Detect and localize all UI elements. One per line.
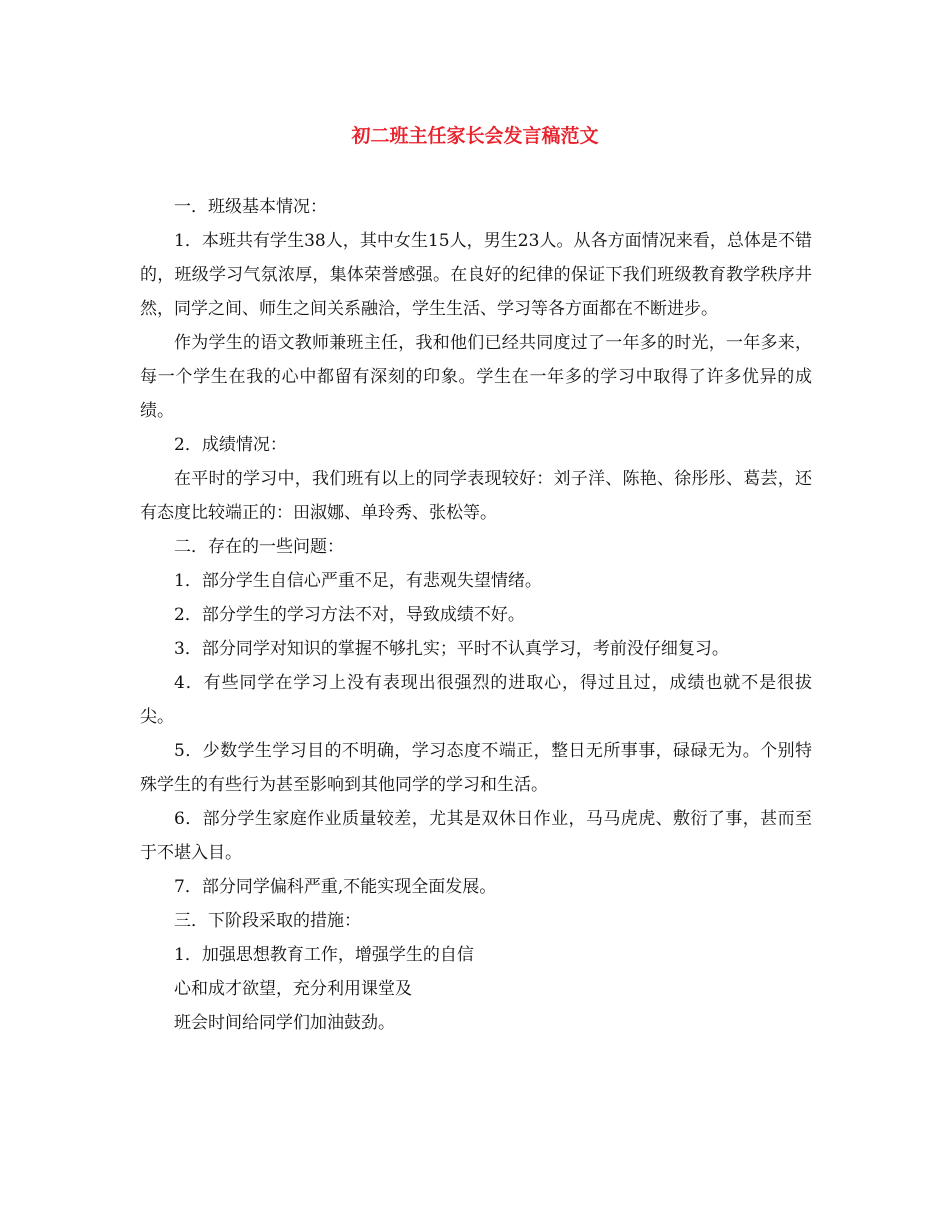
paragraph-teacher-intro: 作为学生的语文教师兼班主任，我和他们已经共同度过了一年多的时光，一年多来，每一个学生在我的心中都留有深刻的印象。学生在一年多的学习中取得了许多优异的成绩。: [140, 333, 812, 421]
paragraph-class-stats: 1．本班共有学生38人，其中女生15人，男生23人。从各方面情况来看，总体是不错的，班级学习气氛浓厚，集体荣誉感强。在良好的纪律的保证下我们班级教育教学秩序井然，同学之间、师生之间关系融洽，学生生活、学习等各方面都在不断进步。: [140, 231, 812, 319]
problem-item-3: 3．部分同学对知识的掌握不够扎实；平时不认真学习，考前没仔细复习。: [174, 639, 729, 659]
document-body: [140, 190, 812, 1040]
problem-item-4: 4．有些同学在学习上没有表现出很强烈的进取心，得过且过，成绩也就不是很拔尖。: [140, 673, 812, 727]
section-heading-problems: 二．存在的一些问题：: [174, 537, 344, 557]
document-title: 初二班主任家长会发言稿范文: [351, 125, 599, 147]
problem-item-2: 2．部分学生的学习方法不对，导致成绩不好。: [174, 605, 525, 625]
problem-item-7: 7．部分同学偏科严重,不能实现全面发展。: [174, 877, 497, 897]
measure-line-3: 班会时间给同学们加油鼓劲。: [174, 1013, 395, 1033]
section-heading-measures: 三．下阶段采取的措施：: [174, 911, 361, 931]
measure-line-1: 1．加强思想教育工作，增强学生的自信: [174, 945, 474, 965]
problem-item-6: 6．部分学生家庭作业质量较差，尤其是双休日作业，马马虎虎、敷衍了事，甚而至于不堪入目。: [140, 809, 812, 863]
paragraph-good-students: 在平时的学习中，我们班有以上的同学表现较好：刘子洋、陈艳、徐彤彤、葛芸，还有态度比较端正的：田淑娜、单玲秀、张松等。: [140, 469, 812, 523]
section-heading-grades: 2．成绩情况：: [174, 435, 287, 455]
measure-line-2: 心和成才欲望，充分利用课堂及: [174, 979, 412, 999]
section-heading-class-overview: 一．班级基本情况：: [174, 197, 327, 217]
problem-item-1: 1．部分学生自信心严重不足，有悲观失望情绪。: [174, 571, 542, 591]
problem-item-5: 5．少数学生学习目的不明确，学习态度不端正，整日无所事事，碌碌无为。个别特殊学生的有些行为甚至影响到其他同学的学习和生活。: [140, 741, 812, 795]
